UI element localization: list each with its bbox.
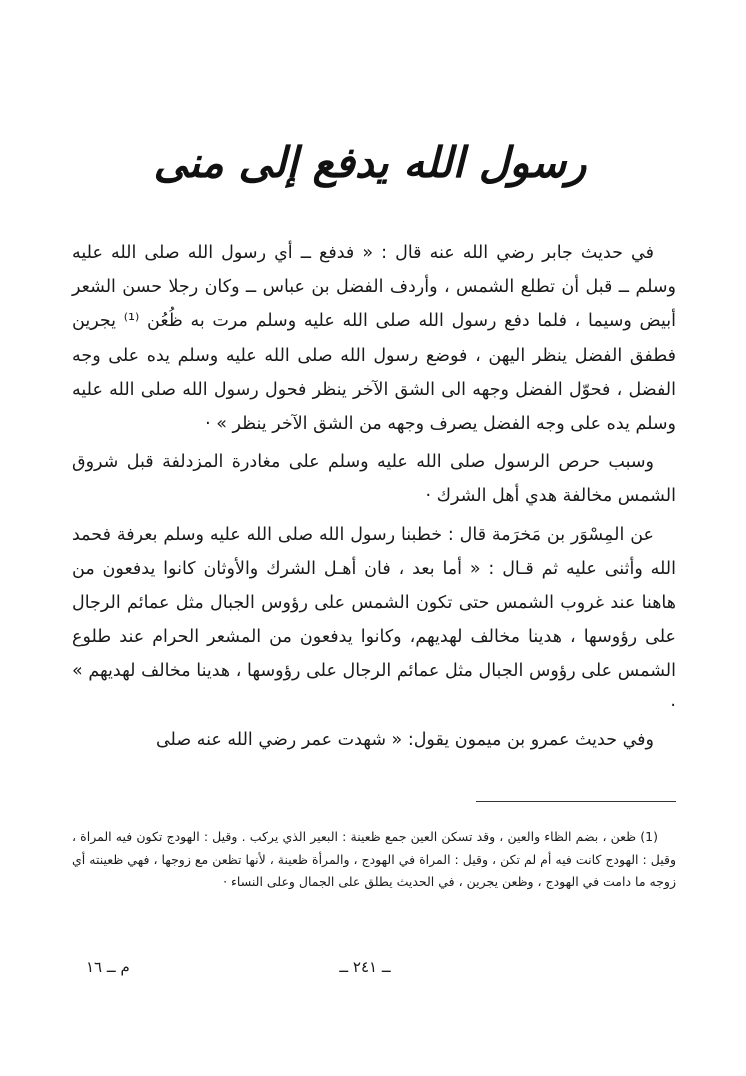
paragraph: وفي حديث عمرو بن ميمون يقول: « شهدت عمر رضي الله عنه صلى: [155, 729, 654, 750]
footnotes: [72, 826, 676, 894]
signature-mark: م ــ ١٦: [86, 958, 130, 976]
body-text: [72, 236, 676, 757]
paragraph: في حديث جابر رضي الله عنه قال : « فدفع ــ أي رسول الله صلى الله عليه وسلم ــ قبل أن تطلع الشمس ، وأردف الفضل بن عباس ــ وكان رجلا حسن الشعر أبيض وسيما ، فلما دفع رسول الله صلى الله عليه وسلم مرت به ظُعُن ⁽¹⁾ يجرين فطفق الفضل ينظر اليهن ، فوضع رسول الله صلى الله عليه وسلم يده على وجه الفضل ، فحوّل الفضل وجهه الى الشق الآخر ينظر فحول رسول الله صلى الله عليه وسلم يده على وجه الفضل يصرف وجهه من الشق الآخر ينظر » ·: [72, 243, 676, 435]
chapter-title: رسول الله يدفع إلى منى: [153, 138, 587, 187]
paragraph: عن المِسْوَر بن مَخرَمة قال : خطبنا رسول الله صلى الله عليه وسلم بعرفة فحمد الله وأثنى عليه ثم قـال : « أما بعد ، فان أهـل الشرك والأوثان كانوا يدفعون من هاهنا عند غروب الشمس حتى تكون الشمس على رؤوس الجبال مثل عمائم الرجال على رؤوسها ، هدينا مخالف لهديهم، وكانوا يدفعون من المشعر الحرام عند طلوع الشمس على رؤوس الجبال مثل عمائم الرجال على رؤوسها ، هدينا مخالف لهديهم » ·: [72, 524, 676, 716]
footnote-separator: [476, 801, 676, 802]
page-number: ــ ٢٤١ ــ: [339, 958, 391, 976]
paragraph: وسبب حرص الرسول صلى الله عليه وسلم على مغادرة المزدلفة قبل شروق الشمس مخالفة هدي أهل الشرك ·: [72, 452, 676, 507]
footnote: (1) ظعن ، بضم الظاء والعين ، وقد تسكن العين جمع ظعينة : البعير الذي يركب . وقيل : الهودج تكون فيه المراة ، وقيل : الهودج كانت فيه أم لم تكن ، وقيل : المراة في الهودج ، والمرأة ظعينة ، لأنها تظعن مع زوجها ، فهي ظعينته أي زوجه ما دامت في الهودج ، وظعن يجرين ، في الحديث يطلق على الجمال وعلى النساء ·: [72, 829, 676, 889]
